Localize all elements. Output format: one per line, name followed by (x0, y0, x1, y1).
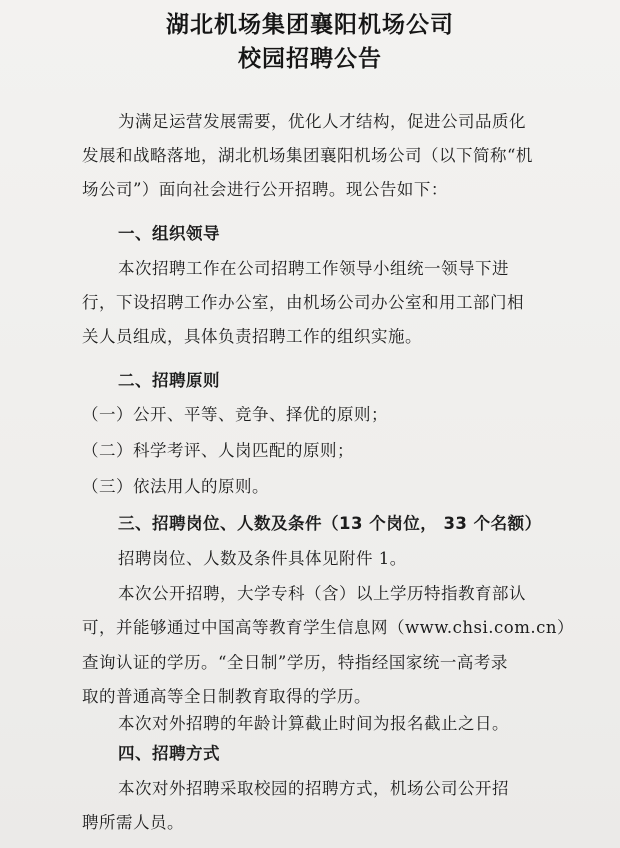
intro-line-2: 发展和战略落地，湖北机场集团襄阳机场公司（以下简称“机 (82, 146, 533, 165)
document-title-line2: 校园招聘公告 (238, 46, 382, 72)
section-heading-organization: 一、组织领导 (118, 224, 220, 243)
document-title-line1: 湖北机场集团襄阳机场公司 (166, 12, 454, 38)
section4-line-2: 聘所需人员。 (82, 813, 184, 832)
principle-item-1: （一）公开、平等、竞争、择优的原则； (82, 405, 388, 424)
section-heading-positions: 三、招聘岗位、人数及条件（13 个岗位， 33 个名额） (118, 514, 542, 533)
intro-line-1: 为满足运营发展需要，优化人才结构，促进公司品质化 (118, 112, 526, 131)
intro-line-3: 场公司”）面向社会进行公开招聘。现公告如下： (82, 180, 448, 199)
section3-line-2: 本次公开招聘，大学专科（含）以上学历特指教育部认 (118, 584, 526, 603)
principle-item-3: （三）依法用人的原则。 (82, 477, 269, 496)
section4-line-1: 本次对外招聘采取校园的招聘方式，机场公司公开招 (118, 779, 509, 798)
section3-line-6: 本次对外招聘的年龄计算截止时间为报名截止之日。 (118, 714, 509, 733)
section1-line-3: 关人员组成，具体负责招聘工作的组织实施。 (82, 327, 422, 346)
section-heading-method: 四、招聘方式 (118, 744, 220, 763)
section1-line-1: 本次招聘工作在公司招聘工作领导小组统一领导下进 (118, 259, 509, 278)
section3-line-1: 招聘岗位、人数及条件具体见附件 1。 (118, 549, 407, 568)
section-heading-principles: 二、招聘原则 (118, 371, 220, 390)
principle-item-2: （二）科学考评、人岗匹配的原则； (82, 441, 354, 460)
section3-line-5: 取的普通高等全日制教育取得的学历。 (82, 687, 371, 706)
section3-line-3: 可，并能够通过中国高等教育学生信息网（www.chsi.com.cn） (82, 618, 574, 637)
section1-line-2: 行，下设招聘工作办公室，由机场公司办公室和用工部门相 (82, 293, 524, 312)
section3-line-4: 查询认证的学历。“全日制”学历，特指经国家统一高考录 (82, 653, 508, 672)
